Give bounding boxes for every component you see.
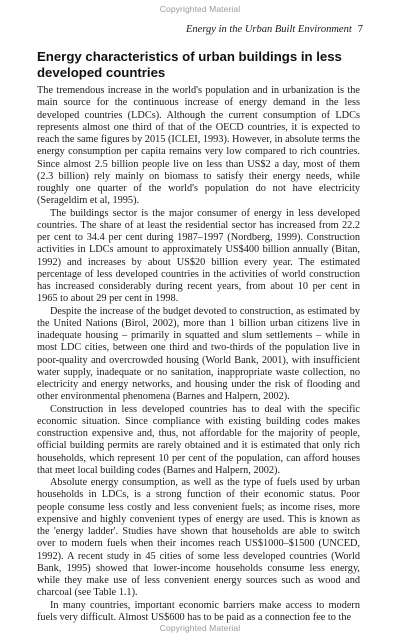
running-head — [186, 24, 363, 35]
section-heading: Energy characteristics of urban buildings in less developed countries — [37, 49, 342, 80]
paragraph-6: In many countries, important economic barriers make access to modern fuels very difficult. Almost US$600 has to be paid as a connection fee to the — [37, 599, 360, 623]
copyright-watermark-bottom: Copyrighted Material — [159, 623, 241, 633]
page-number: 7 — [357, 24, 363, 35]
paragraph-2: The buildings sector is the major consumer of energy in less developed countries. The share of at least the residential sector has increased from 22.2 per cent to 34.4 per cent during 1987–1997 (Nordberg, 1999). Construction activities in LDCs amount to approximately US$400 billion annually (Bitan, 1992) and increases by about US$20 billion every year. The estimated percentage of less developed countries in the activities of world construction has increased considerably during recent years, from about 10 per cent in 1965 to about 29 per cent in 1998. — [37, 207, 360, 305]
running-head-title: Energy in the Urban Built Environment — [186, 24, 352, 35]
copyright-watermark-top: Copyrighted Material — [159, 4, 241, 14]
paragraph-5: Absolute energy consumption, as well as the type of fuels used by urban households in LDCs, is a strong function of their economic status. Poor people consume less costly and less convenient fuels; as income rises, more expensive and highly convenient types of energy are used. This is known as the 'energy ladder'. Studies have shown that households are able to switch over to modern fuels when their incomes reach US$1000–$1500 (UNCED, 1992). A recent study in 45 cities of some less developed countries (World Bank, 1995) showed that lower-income households consume less energy, while they make use of less convenient energy sources such as wood and charcoal (see Table 1.1). — [37, 477, 360, 599]
paragraph-3: Despite the increase of the budget devoted to construction, as estimated by the United Nations (Birol, 2002), more than 1 billion urban citizens live in inadequate housing – primarily in squatted and slum settlements – while in most LDC cities, between one third and two-thirds of the population live in poor-quality and overcrowded housing (World Bank, 2001), with insufficient water supply, inadequate or no sanitation, inappropriate waste collection, no electricity and energy networks, and housing under the risk of flooding and other environmental phenomena (Barnes and Halpern, 2002). — [37, 305, 360, 403]
paragraph-4: Construction in less developed countries has to deal with the specific economic situation. Since compliance with existing building codes makes construction expensive and, thus, not affordable for the majority of people, official building permits are rarely obtained and it is estimated that only rich households, which represent 10 per cent of the population, can afford houses that meet local building codes (Barnes and Halpern, 2002). — [37, 403, 360, 476]
paragraph-1: The tremendous increase in the world's population and in urbanization is the main source for the continuous increase of energy demand in the less developed countries (LDCs). Although the current consumption of LDCs represents almost one third of that of the OECD countries, it is expected to reach the same figures by 2015 (ICLEI, 1993). However, in absolute terms the energy consumption per capita remains very low compared to rich countries. Since almost 2.5 billion people live on less than US$2 a day, most of them (2.3 billion) rely mainly on biomass to satisfy their energy needs, while roughly one quarter of the world's population do not have electricity (Serageldim et al, 1995). — [37, 85, 360, 207]
page-body — [37, 49, 360, 624]
